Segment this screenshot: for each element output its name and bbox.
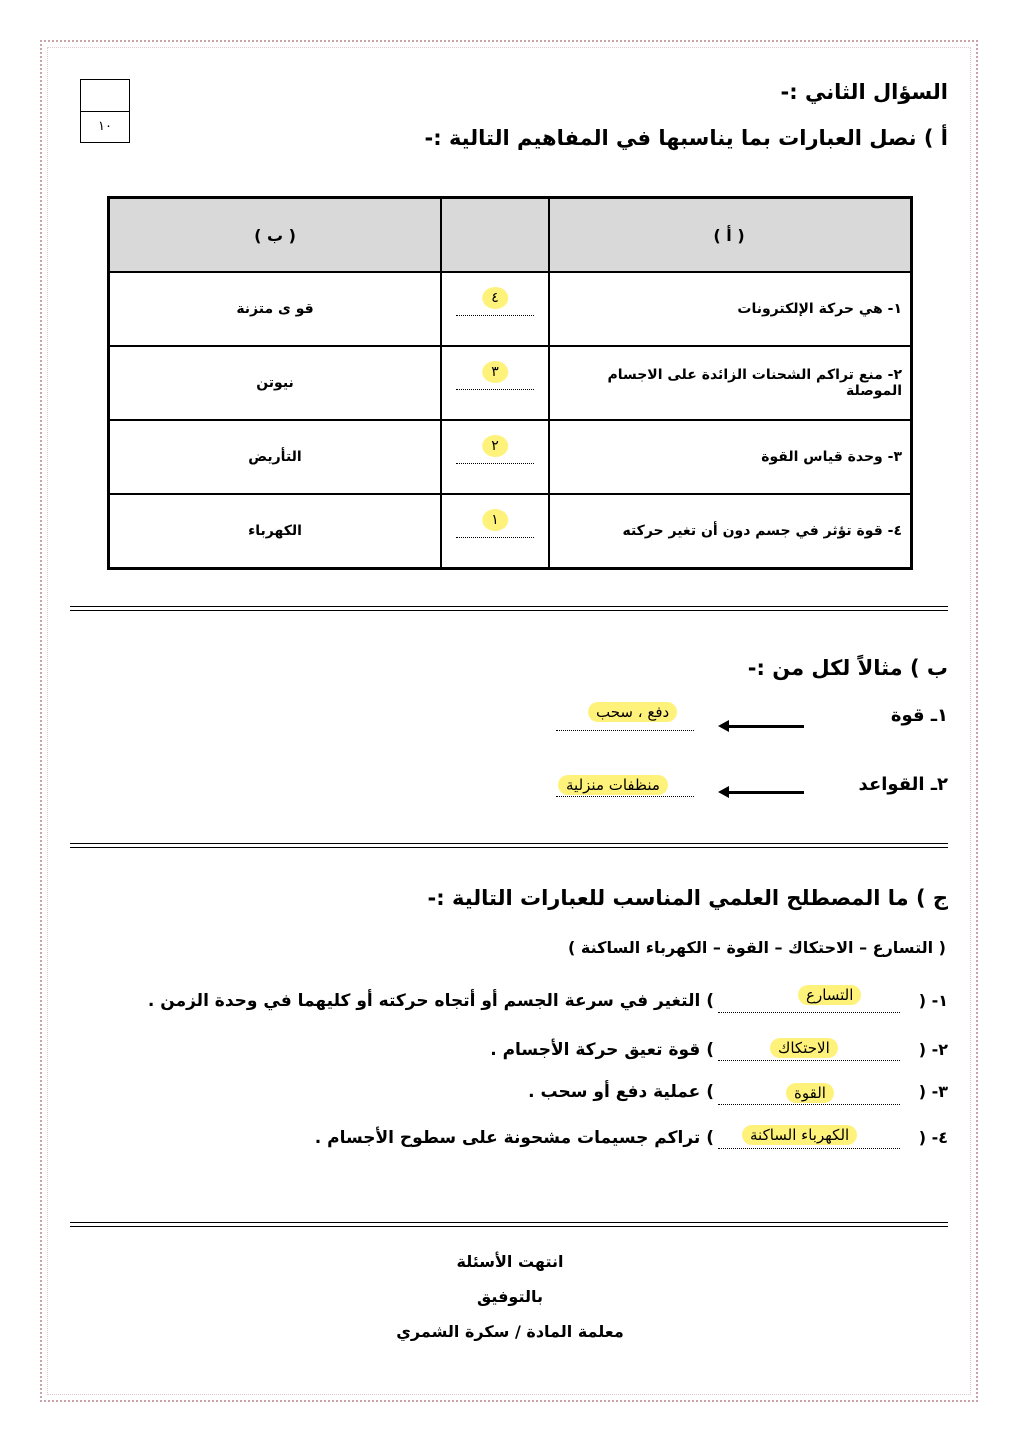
answer-blank[interactable]	[456, 511, 534, 538]
part-c-answer-3: القوة	[786, 1083, 834, 1103]
row-2-answer: ٣	[482, 361, 508, 383]
row-3-answer: ٢	[482, 435, 508, 457]
part-c-answer-2: الاحتكاك	[770, 1038, 838, 1058]
table-row	[109, 272, 912, 346]
question-title: السؤال الثاني :-	[780, 80, 948, 104]
part-c-options: ( التسارع – الاحتكاك – القوة – الكهرباء الساكنة )	[568, 938, 946, 957]
part-c-answer-4: الكهرباء الساكنة	[742, 1125, 857, 1145]
part-a-title: أ ) نصل العبارات بما يناسبها في المفاهيم التالية :-	[424, 126, 948, 150]
row-1-b: قو ى متزنة	[109, 272, 442, 346]
part-c-num-4: ٤- (	[918, 1128, 948, 1147]
answer-blank[interactable]	[456, 363, 534, 390]
part-c-num-3: ٣- (	[918, 1082, 948, 1101]
row-3-b: التأريض	[109, 420, 442, 494]
row-1-answer-cell	[441, 272, 549, 346]
part-b-label-1: ١ـ قوة	[890, 705, 948, 726]
score-value: ١٠	[98, 119, 112, 134]
part-c-title: ج ) ما المصطلح العلمي المناسب للعبارات التالية :-	[427, 886, 948, 910]
part-c-answer-1: التسارع	[798, 985, 861, 1005]
arrow-left-icon	[724, 791, 804, 794]
part-c-text-1: ) التغير في سرعة الجسم أو أتجاه حركته أو كليهما في وحدة الزمن .	[147, 991, 714, 1011]
row-4-a: ٤- قوة تؤثر في جسم دون أن تغير حركته	[549, 494, 912, 569]
answer-blank[interactable]	[456, 437, 534, 464]
footer-wish: بالتوفيق	[476, 1287, 543, 1306]
part-c-num-2: ٢- (	[918, 1040, 948, 1059]
row-4-answer-cell	[441, 494, 549, 569]
col-b-header: ( ب )	[109, 198, 442, 273]
section-divider	[70, 606, 948, 611]
row-2-answer-cell	[441, 346, 549, 420]
table-row	[109, 420, 912, 494]
part-c-text-3: ) عملية دفع أو سحب .	[528, 1082, 714, 1102]
part-c-text-2: ) قوة تعيق حركة الأجسام .	[490, 1040, 714, 1060]
score-box	[80, 79, 130, 143]
part-c-num-1: ١- (	[918, 991, 948, 1010]
footer-end: انتهت الأسئلة	[456, 1252, 564, 1271]
row-2-b: نيوتن	[109, 346, 442, 420]
score-box-top	[81, 80, 129, 112]
row-2-a: ٢- منع تراكم الشحنات الزائدة على الاجسام الموصلة	[549, 346, 912, 420]
col-answer-header	[441, 198, 549, 273]
table-row	[109, 346, 912, 420]
table-row	[109, 494, 912, 569]
matching-table	[107, 196, 913, 570]
part-b-answer-1: دفع ، سحب	[588, 702, 677, 722]
part-c-text-4: ) تراكم جسيمات مشحونة على سطوح الأجسام .	[314, 1128, 714, 1148]
part-b-title: ب ) مثالاً لكل من :-	[747, 656, 948, 680]
arrow-left-icon	[724, 725, 804, 728]
part-b-answer-2: منظفات منزلية	[558, 775, 668, 795]
row-1-answer: ٤	[482, 287, 508, 309]
row-4-b: الكهرباء	[109, 494, 442, 569]
col-a-header: ( أ )	[549, 198, 912, 273]
row-3-a: ٣- وحدة قياس القوة	[549, 420, 912, 494]
table-header-row	[109, 198, 912, 273]
answer-blank[interactable]	[456, 289, 534, 316]
section-divider	[70, 843, 948, 848]
footer-teacher: معلمة المادة / سكرة الشمري	[396, 1322, 624, 1341]
part-b-label-2: ٢ـ القواعد	[858, 774, 948, 795]
section-divider	[70, 1222, 948, 1227]
row-3-answer-cell	[441, 420, 549, 494]
row-1-a: ١- هي حركة الإلكترونات	[549, 272, 912, 346]
row-4-answer: ١	[482, 509, 508, 531]
